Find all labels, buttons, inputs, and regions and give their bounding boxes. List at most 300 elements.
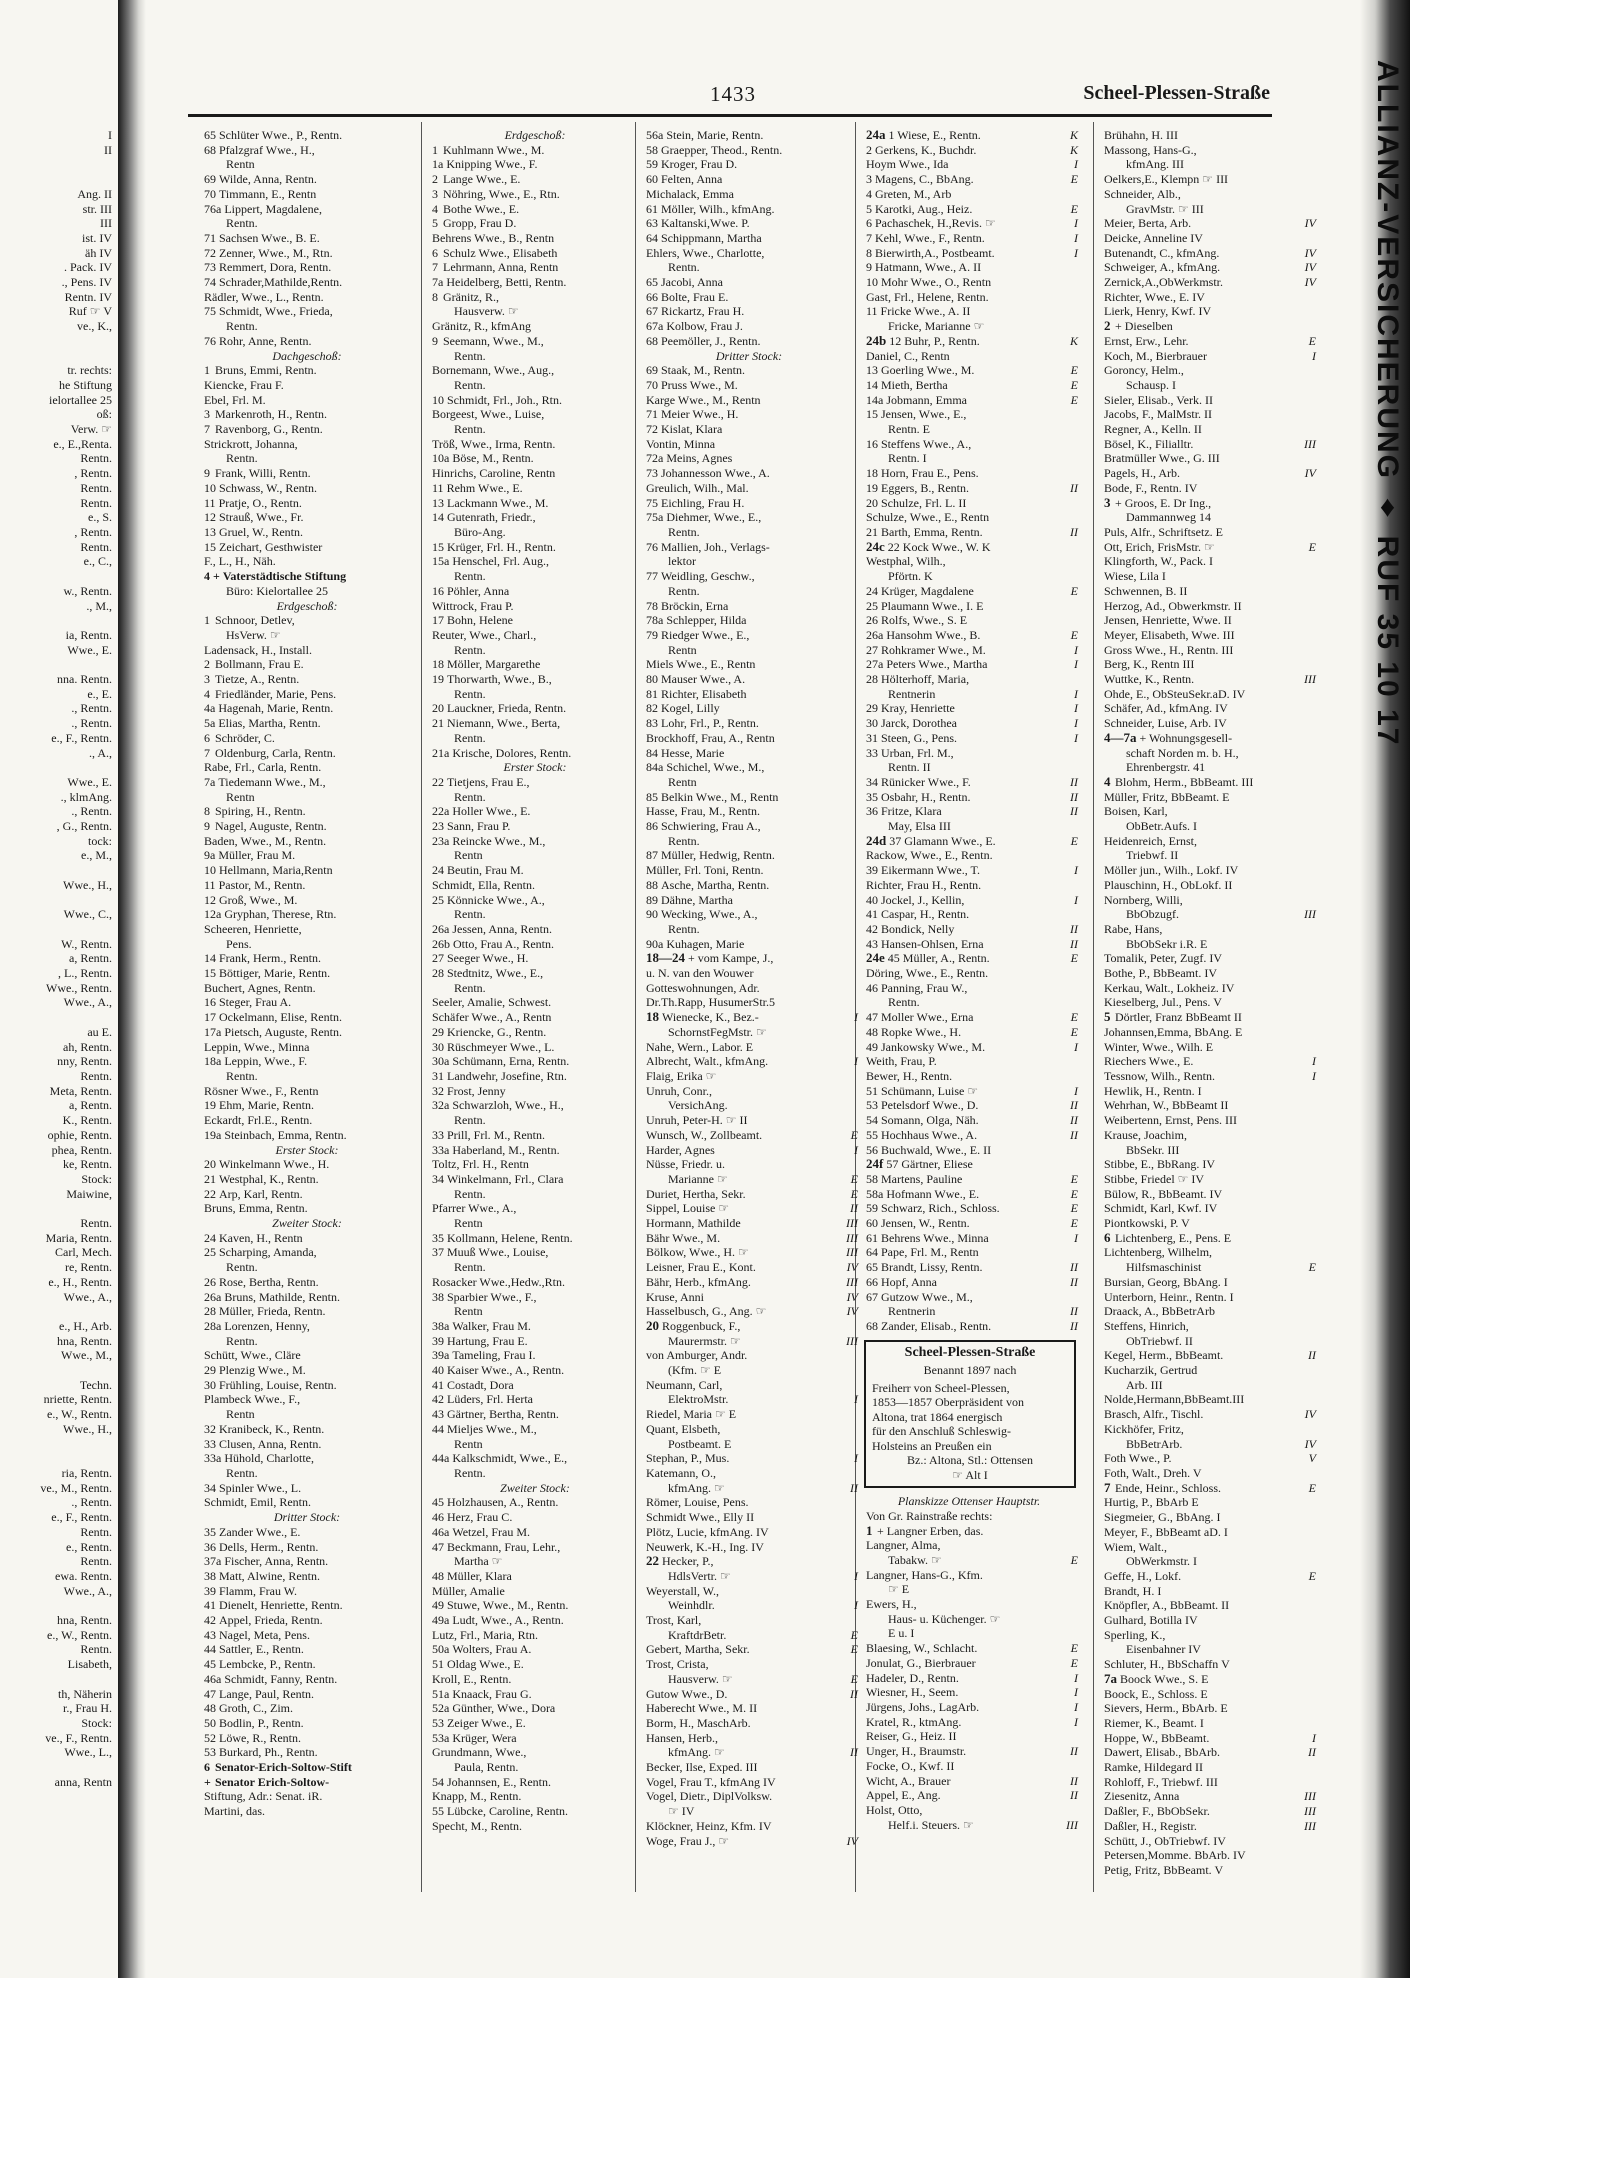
directory-entry <box>1096 319 1318 334</box>
entry-text: Spinler Wwe., L. <box>219 1480 302 1495</box>
entry-text: Rentn. <box>454 642 486 657</box>
directory-entry <box>1096 187 1318 202</box>
directory-entry <box>424 1613 646 1628</box>
entry-text: Plambeck Wwe., F., <box>204 1392 301 1407</box>
directory-entry <box>858 1113 1080 1128</box>
house-number: 24f <box>866 1157 884 1172</box>
entry-text: Klingforth, W., Pack. I <box>1104 554 1213 569</box>
floor-marker: E <box>850 1127 858 1142</box>
directory-entry <box>638 1157 860 1172</box>
directory-entry <box>196 893 418 908</box>
entry-text: Brandt, H. I <box>1104 1583 1162 1598</box>
entry-text: Möller, Wilh., kfmAng. <box>661 201 775 216</box>
entry-text: Wiese, Lila I <box>1104 569 1166 584</box>
entry-text: 4 Greten, M., Arb <box>866 186 952 201</box>
directory-entry <box>1096 451 1318 466</box>
directory-entry <box>424 819 646 834</box>
directory-entry <box>638 1466 860 1481</box>
house-number: 50a <box>432 1642 450 1657</box>
house-number: 32 <box>204 1421 216 1436</box>
entry-text: 5 Karotki, Aug., Heiz. <box>866 201 973 216</box>
directory-entry <box>1096 1437 1318 1452</box>
left-page-line: Ruf ☞ V <box>68 304 112 319</box>
house-number: 12a <box>204 907 222 922</box>
entry-text: Woge, Frau J., ☞ <box>646 1833 730 1848</box>
directory-entry <box>858 1553 1080 1568</box>
directory-entry <box>1096 701 1318 716</box>
entry-text: Holst, Otto, <box>866 1802 923 1817</box>
house-number: 9 <box>204 466 210 481</box>
entry-text: Weidling, Geschw., <box>661 569 755 584</box>
directory-entry <box>1096 128 1318 143</box>
directory-entry <box>424 1113 646 1128</box>
entry-text: Eichling, Frau H. <box>661 495 745 510</box>
directory-entry <box>1096 790 1318 805</box>
directory-entry <box>1096 1731 1318 1746</box>
directory-entry <box>638 554 860 569</box>
directory-entry <box>638 1657 860 1672</box>
entry-text: Kuhlmann Wwe., M. <box>443 142 545 157</box>
entry-text: kfmAng. III <box>1126 157 1184 172</box>
left-page-line: oß: <box>96 407 112 422</box>
left-page-line: Lisabeth, <box>67 1657 112 1672</box>
entry-text: Appel, E., Ang. <box>866 1788 941 1803</box>
directory-entry <box>424 1628 646 1643</box>
entry-text: Dawert, Elisab., BbArb. <box>1104 1745 1220 1760</box>
directory-entry <box>424 1231 646 1246</box>
directory-entry <box>638 334 860 349</box>
house-number: 4 <box>432 201 438 216</box>
entry-text: kfmAng. ☞ <box>668 1480 725 1495</box>
house-number: 83 <box>646 716 658 731</box>
house-number: 26a <box>432 921 450 936</box>
directory-entry <box>424 231 646 246</box>
street-history-line: Altona, trat 1864 energisch <box>872 1409 1003 1424</box>
directory-entry <box>638 496 860 511</box>
entry-text: Timmann, E., Rentn <box>219 186 317 201</box>
entry-text: Ott, Erich, FrisMstr. ☞ <box>1104 539 1215 554</box>
house-number: 18a <box>204 1054 222 1069</box>
entry-text: Knipping Wwe., F. <box>446 157 538 172</box>
directory-entry <box>424 1804 646 1819</box>
left-page-line: a, Rentn. <box>69 951 112 966</box>
entry-text: Haberecht Wwe., M. II <box>646 1701 758 1716</box>
directory-entry <box>858 834 1080 849</box>
entry-text: Rentn. <box>226 1333 258 1348</box>
directory-entry <box>638 1275 860 1290</box>
house-number: 46 <box>432 1510 444 1525</box>
directory-entry <box>1096 334 1318 349</box>
entry-text: Groth, C., Zim. <box>219 1701 293 1716</box>
directory-entry <box>638 716 860 731</box>
left-page-line: e., Rentn. <box>66 1539 112 1554</box>
directory-entry <box>638 1451 860 1466</box>
directory-entry <box>196 1775 418 1790</box>
directory-entry <box>638 922 860 937</box>
entry-text: Karge Wwe., M., Rentn <box>646 392 761 407</box>
entry-text: 34 Rünicker Wwe., F. <box>866 774 971 789</box>
entry-text: Nüsse, Friedr. u. <box>646 1157 725 1172</box>
directory-entry <box>196 1025 418 1040</box>
entry-text: Schäfer Wwe., A., Rentn <box>432 1010 552 1025</box>
entry-text: Sann, Frau P. <box>447 819 511 834</box>
directory-entry <box>858 407 1080 422</box>
directory-entry <box>196 363 418 378</box>
floor-marker: I <box>1074 216 1078 231</box>
floor-heading: Planskizze Ottenser Hauptstr. <box>897 1494 1041 1509</box>
house-number: 3 <box>1104 495 1111 510</box>
house-number: 12 <box>204 510 216 525</box>
floor-marker: IV <box>1304 1407 1316 1422</box>
directory-entry <box>858 334 1080 349</box>
house-number: 28 <box>432 966 444 981</box>
left-page-line: ophie, Rentn. <box>47 1127 112 1142</box>
entry-text: Wiem, Walt., <box>1104 1539 1167 1554</box>
left-page-line <box>0 1304 118 1319</box>
entry-text: Steger, Frau A. <box>219 995 292 1010</box>
entry-text: 61 Behrens Wwe., Minna <box>866 1230 989 1245</box>
left-page-line <box>0 1451 118 1466</box>
entry-text: Stiftung, Adr.: Senat. iR. <box>204 1789 323 1804</box>
entry-text: ☞ IV <box>668 1804 695 1819</box>
entry-text: Kolbow, Frau J. <box>666 319 743 334</box>
directory-entry <box>196 790 418 805</box>
entry-text: Albrecht, Walt., kfmAng. <box>646 1054 769 1069</box>
directory-entry <box>858 643 1080 658</box>
directory-entry <box>424 569 646 584</box>
entry-text: + Wohnungsgesell- <box>1139 730 1233 745</box>
entry-text: Bölkow, Wwe., H. ☞ <box>646 1245 749 1260</box>
directory-entry <box>1096 393 1318 408</box>
entry-text: Reuter, Wwe., Charl., <box>432 627 537 642</box>
directory-entry <box>1096 848 1318 863</box>
directory-entry <box>196 966 418 981</box>
directory-entry <box>424 157 646 172</box>
book-gutter <box>118 0 146 1978</box>
directory-entry <box>1096 1642 1318 1657</box>
directory-entry <box>196 981 418 996</box>
directory-entry <box>858 1671 1080 1686</box>
left-page-line: Meta, Rentn. <box>49 1083 112 1098</box>
entry-text: Mallien, Joh., Verlags- <box>661 539 770 554</box>
entry-text: Toltz, Frl. H., Rentn <box>432 1157 529 1172</box>
left-page-line <box>0 1598 118 1613</box>
directory-entry <box>196 407 418 422</box>
directory-entry <box>1096 1628 1318 1643</box>
entry-text: Richter, Elisabeth <box>661 686 747 701</box>
left-page-line: Rentn. <box>80 451 112 466</box>
entry-text: Boock Wwe., S. E <box>1120 1671 1209 1686</box>
entry-text: Unger, H., Braumstr. <box>866 1744 967 1759</box>
left-page-line: e., M., <box>81 848 112 863</box>
entry-text: Foth, Walt., Dreh. V <box>1104 1465 1202 1480</box>
entry-text: 66 Hopf, Anna <box>866 1274 937 1289</box>
left-page-line: tr. rechts: <box>67 363 112 378</box>
entry-text: Unruh, Conr., <box>646 1083 712 1098</box>
entry-text: Dähne, Martha <box>661 892 733 907</box>
directory-entry <box>424 1334 646 1349</box>
floor-marker: II <box>1070 1274 1078 1289</box>
directory-entry <box>1096 1422 1318 1437</box>
directory-entry <box>858 481 1080 496</box>
directory-entry <box>638 790 860 805</box>
directory-entry <box>424 687 646 702</box>
house-number: 55 <box>432 1804 444 1819</box>
entry-text: Duriet, Hertha, Sekr. <box>646 1186 746 1201</box>
house-number: 56a <box>646 128 664 142</box>
house-number: 72 <box>204 245 216 260</box>
directory-column-4 <box>858 128 1080 1832</box>
directory-entry <box>858 1098 1080 1113</box>
entry-text: Römer, Louise, Pens. <box>646 1495 749 1510</box>
floor-marker: E <box>1070 392 1078 407</box>
left-page-line: II <box>104 142 112 157</box>
entry-text: Martini, das. <box>204 1804 265 1819</box>
directory-entry <box>858 1069 1080 1084</box>
directory-entry <box>1096 716 1318 731</box>
entry-text: Hoppe, W., BbBeamt. <box>1104 1730 1210 1745</box>
entry-text: Elias, Martha, Rentn. <box>218 716 321 731</box>
entry-text: Müller, Frl. Toni, Rentn. <box>646 863 764 878</box>
floor-heading: Dritter Stock: <box>715 348 783 363</box>
directory-entry <box>1096 407 1318 422</box>
entry-text: Pratje, O., Rentn. <box>218 495 302 510</box>
directory-entry <box>858 1803 1080 1818</box>
entry-text: Pfalzgraf Wwe., H., <box>219 142 315 157</box>
directory-entry <box>638 1613 860 1628</box>
floor-marker: E <box>1070 833 1078 848</box>
directory-entry <box>858 701 1080 716</box>
directory-entry <box>638 1540 860 1555</box>
house-number: 17 <box>432 613 444 628</box>
entry-text: Focke, O., Kwf. II <box>866 1758 955 1773</box>
entry-text: Rentn <box>454 1436 483 1451</box>
left-page-line <box>0 863 118 878</box>
entry-text: 56 Buchwald, Wwe., E. II <box>866 1142 992 1157</box>
directory-entry <box>1096 1378 1318 1393</box>
entry-text: Jessen, Anna, Rentn. <box>452 921 552 936</box>
entry-text: Siegmeier, G., BbAng. I <box>1104 1510 1221 1525</box>
house-number: 33a <box>432 1142 450 1157</box>
entry-text: Leppin, Wwe., F. <box>224 1054 308 1069</box>
directory-entry <box>858 290 1080 305</box>
directory-entry <box>424 1657 646 1672</box>
house-number: 33a <box>204 1451 222 1466</box>
floor-marker: IV <box>846 1289 858 1304</box>
entry-text: Steinbach, Emma, Rentn. <box>224 1127 347 1142</box>
directory-entry <box>1096 1598 1318 1613</box>
directory-entry <box>424 1245 646 1260</box>
directory-entry <box>858 951 1080 966</box>
directory-entry <box>638 451 860 466</box>
house-number: 4 + <box>204 569 220 584</box>
entry-text: 14a Jobmann, Emma <box>866 392 967 407</box>
directory-entry <box>638 1245 860 1260</box>
entry-text: Nagel, Meta, Pens. <box>219 1627 310 1642</box>
house-number: 24 <box>432 863 444 878</box>
entry-text: Schmidt, Fanny, Rentn. <box>224 1671 338 1686</box>
entry-text: Dienelt, Henriette, Rentn. <box>219 1598 343 1613</box>
directory-entry <box>638 1437 860 1452</box>
directory-entry <box>638 525 860 540</box>
directory-entry <box>196 1275 418 1290</box>
floor-marker: I <box>1074 730 1078 745</box>
floor-marker: I <box>1074 1685 1078 1700</box>
house-number: 23a <box>432 833 450 848</box>
directory-entry <box>196 1745 418 1760</box>
entry-text: Tameling, Frau I. <box>452 1348 536 1363</box>
house-number: 13 <box>204 524 216 539</box>
directory-entry <box>424 922 646 937</box>
floor-marker: I <box>1074 245 1078 260</box>
left-page-line: Wwe., C., <box>63 907 112 922</box>
entry-text: Meyer, Elisabeth, Wwe. III <box>1104 627 1235 642</box>
directory-entry <box>638 1290 860 1305</box>
entry-text: Postbeamt. E <box>668 1436 732 1451</box>
directory-entry <box>196 496 418 511</box>
entry-text: 7 Kehl, Wwe., F., Rentn. <box>866 230 985 245</box>
directory-entry <box>858 1260 1080 1275</box>
house-number: 11 <box>432 480 444 495</box>
entry-text: Asche, Martha, Rentn. <box>661 877 770 892</box>
entry-text: Haus- u. Küchenger. ☞ <box>888 1611 1001 1626</box>
entry-text: 35 Osbahr, H., Rentn. <box>866 789 971 804</box>
entry-text: Schütt, J., ObTriebwf. IV <box>1104 1833 1226 1848</box>
directory-entry <box>196 540 418 555</box>
house-number: 36 <box>204 1539 216 1554</box>
directory-entry <box>858 1231 1080 1246</box>
entry-text: Schmidt, Wwe., Frieda, <box>219 304 333 319</box>
directory-entry <box>424 1407 646 1422</box>
house-number: 25 <box>204 1245 216 1260</box>
entry-text: Staak, M., Rentn. <box>661 363 745 378</box>
left-page-line: ., Rentn. <box>71 804 112 819</box>
entry-text: Nornberg, Willi, <box>1104 892 1183 907</box>
entry-text: Knapp, M., Rentn. <box>432 1789 522 1804</box>
entry-text: Schippmann, Martha <box>661 230 762 245</box>
directory-entry <box>1096 1554 1318 1569</box>
entry-text: Unruh, Peter-H. ☞ II <box>646 1113 748 1128</box>
directory-entry <box>196 834 418 849</box>
directory-entry <box>638 1804 860 1819</box>
directory-entry <box>196 319 418 334</box>
directory-entry <box>858 1172 1080 1187</box>
entry-text: Stuwe, Wwe., M., Rentn. <box>447 1598 569 1613</box>
entry-text: Zenner, Wwe., M., Rtn. <box>219 245 333 260</box>
directory-entry <box>858 1128 1080 1143</box>
entry-text: Rentn. <box>668 260 700 275</box>
entry-text: Ehm, Marie, Rentn. <box>219 1098 314 1113</box>
floor-heading: Dachgeschoß: <box>272 348 342 363</box>
entry-text: Baden, Wwe., M., Rentn. <box>204 833 327 848</box>
directory-entry <box>1096 1848 1318 1863</box>
floor-marker: E <box>1308 1260 1316 1275</box>
directory-entry <box>1096 775 1318 790</box>
house-number: 33 <box>432 1127 444 1142</box>
entry-text: Belkin Wwe., M., Rentn <box>661 789 779 804</box>
directory-entry <box>424 981 646 996</box>
entry-text: Meier, Berta, Arb. <box>1104 216 1192 231</box>
directory-entry <box>196 1172 418 1187</box>
entry-text: Dörtler, Franz BbBeamt II <box>1115 1010 1242 1025</box>
house-number: 90a <box>646 936 664 951</box>
left-page-line <box>0 657 118 672</box>
directory-entry <box>638 760 860 775</box>
entry-text: 28 Hölterhoff, Maria, <box>866 672 970 687</box>
entry-text: Rösner Wwe., F., Rentn <box>204 1083 319 1098</box>
entry-text: Müller, Frieda, Rentn. <box>219 1304 326 1319</box>
floor-marker: II <box>850 1201 858 1216</box>
directory-entry <box>196 172 418 187</box>
directory-entry <box>858 569 1080 584</box>
entry-text: Prill, Frl. M., Rentn. <box>447 1127 546 1142</box>
house-number: 41 <box>204 1598 216 1613</box>
directory-entry <box>196 1363 418 1378</box>
floor-marker: II <box>1070 524 1078 539</box>
entry-text: Kiencke, Frau F. <box>204 377 284 392</box>
left-page-line: e., C., <box>83 554 112 569</box>
directory-entry <box>424 378 646 393</box>
house-number: 10 <box>432 392 444 407</box>
entry-text: Koch, M., Bierbrauer <box>1104 348 1207 363</box>
entry-text: 59 Schwarz, Rich., Schloss. <box>866 1201 1000 1216</box>
entry-text: Senator-Erich-Soltow-Stift <box>215 1760 352 1775</box>
directory-entry <box>638 1687 860 1702</box>
entry-text: 3 Magens, C., BbAng. <box>866 172 974 187</box>
directory-entry <box>1096 1128 1318 1143</box>
directory-entry <box>424 1054 646 1069</box>
entry-text: Kaiser Wwe., A., Rentn. <box>447 1363 565 1378</box>
entry-text: 21 Barth, Emma, Rentn. <box>866 524 983 539</box>
entry-text: Weinhdlr. <box>668 1598 715 1613</box>
directory-entry <box>1096 290 1318 305</box>
entry-text: 67 Gutzow Wwe., M., <box>866 1289 973 1304</box>
directory-entry <box>424 657 646 672</box>
floor-marker: II <box>1070 1773 1078 1788</box>
entry-text: Johannsen, E., Rentn. <box>447 1774 551 1789</box>
directory-entry <box>196 1392 418 1407</box>
directory-entry <box>424 1819 646 1834</box>
directory-entry <box>424 995 646 1010</box>
directory-entry <box>858 937 1080 952</box>
entry-text: 1 Wiese, E., Rentn. <box>888 128 981 142</box>
house-number: 51a <box>432 1686 450 1701</box>
left-page-line: e., W., Rentn. <box>47 1627 112 1642</box>
entry-text: Gulhard, Botilla IV <box>1104 1613 1198 1628</box>
directory-entry <box>424 1187 646 1202</box>
entry-text: (Kfm. ☞ E <box>668 1363 722 1378</box>
directory-entry <box>858 451 1080 466</box>
entry-text: Schnoor, Detlev, <box>215 613 295 628</box>
entry-text: Mauser Wwe., A. <box>661 672 746 687</box>
entry-text: Kriencke, G., Rentn. <box>447 1024 547 1039</box>
entry-text: Zernick,A.,ObWerkmstr. <box>1104 275 1224 290</box>
left-page-line: ., Pens. IV <box>61 275 112 290</box>
house-number: 1a <box>432 157 444 172</box>
entry-text: Frost, Jenny <box>447 1083 506 1098</box>
house-number: 11 <box>204 495 216 510</box>
entry-text: Rentn. <box>454 907 486 922</box>
entry-text: Rentn. <box>454 569 486 584</box>
entry-text: Löwe, R., Rentn. <box>219 1730 301 1745</box>
entry-text: Lüders, Frl. Herta <box>447 1392 533 1407</box>
floor-heading: Erdgeschoß: <box>504 128 566 142</box>
entry-text: 27a Peters Wwe., Martha <box>866 657 988 672</box>
directory-entry <box>1096 1584 1318 1599</box>
left-page-line: ewa. Rentn. <box>55 1568 112 1583</box>
directory-entry <box>1096 834 1318 849</box>
entry-text: Krische, Dolores, Rentn. <box>452 745 572 760</box>
